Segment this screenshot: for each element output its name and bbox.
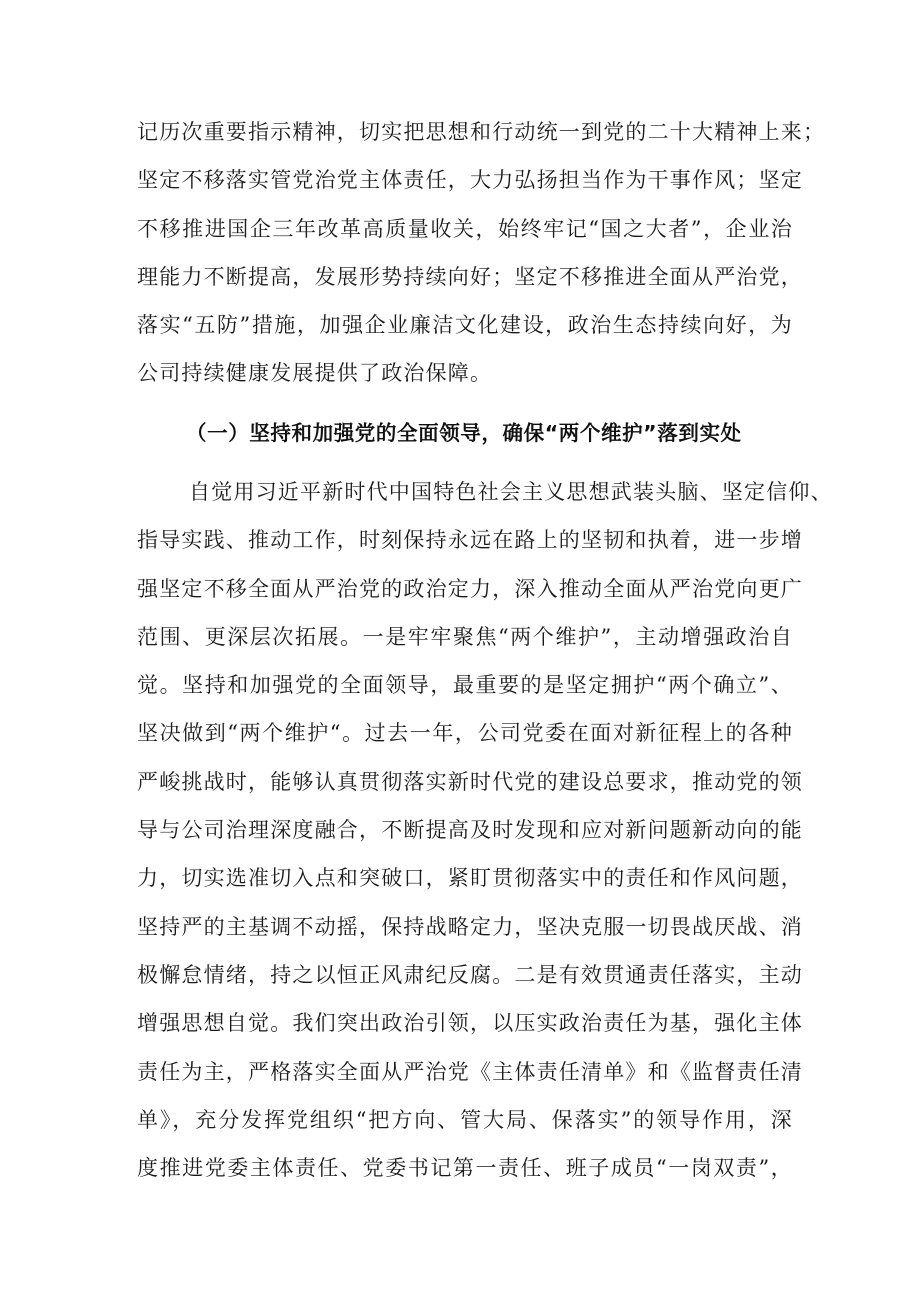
paragraph-line: 单》，充分发挥党组织“把方向、管大局、保落实”的领导作用，深 xyxy=(137,1107,793,1132)
paragraph-line: 自觉用习近平新时代中国特色社会主义思想武装头脑、坚定信仰、 xyxy=(189,480,833,504)
paragraph-line: 力，切实选准切入点和突破口，紧盯贯彻落实中的责任和作风问题， xyxy=(137,866,803,891)
paragraph-line: 公司持续健康发展提供了政治保障。 xyxy=(137,361,493,386)
body-paragraph xyxy=(137,108,826,398)
paragraph-line: 落实“五防”措施，加强企业廉洁文化建设，政治生态持续向好，为 xyxy=(137,313,793,338)
paragraph-line: 范围、更深层次拓展。一是牢牢聚焦“两个维护”，主动增强政治自 xyxy=(137,624,793,649)
paragraph-line: 度推进党委主体责任、党委书记第一责任、班子成员“一岗双责”， xyxy=(137,1156,793,1181)
paragraph-line: 极懈怠情绪，持之以恒正风肃纪反腐。二是有效贯通责任落实，主动 xyxy=(137,962,803,987)
paragraph-line: 坚决做到“两个维护“。过去一年，公司党委在面对新征程上的各种 xyxy=(137,721,793,746)
paragraph-line: 强坚定不移全面从严治党的政治定力，深入推动全面从严治党向更广 xyxy=(137,576,803,601)
paragraph-line: 坚定不移落实管党治党主体责任，大力弘扬担当作为干事作风；坚定 xyxy=(137,168,803,193)
paragraph-line: 记历次重要指示精神，切实把思想和行动统一到党的二十大精神上来； xyxy=(137,120,826,144)
section-heading: （一）坚持和加强党的全面领导，确保“两个维护”落到实处 xyxy=(186,421,742,445)
paragraph-line: 责任为主，严格落实全面从严治党《主体责任清单》和《监督责任清 xyxy=(137,1059,803,1084)
paragraph-line: 增强思想自觉。我们突出政治引领，以压实政治责任为基，强化主体 xyxy=(137,1011,803,1036)
body-paragraph xyxy=(137,468,833,1192)
paragraph-line: 不移推进国企三年改革高质量收关，始终牢记“国之大者”，企业治 xyxy=(137,216,793,241)
paragraph-line: 坚持严的主基调不动摇，保持战略定力，坚决克服一切畏战厌战、消 xyxy=(137,914,803,939)
paragraph-line: 指导实践、推动工作，时刻保持永远在路上的坚韧和执着，进一步增 xyxy=(137,528,803,553)
paragraph-line: 理能力不断提高，发展形势持续向好；坚定不移推进全面从严治党， xyxy=(137,264,803,289)
paragraph-line: 严峻挑战时，能够认真贯彻落实新时代党的建设总要求，推动党的领 xyxy=(137,769,803,794)
paragraph-line: 导与公司治理深度融合，不断提高及时发现和应对新问题新动向的能 xyxy=(137,818,803,843)
paragraph-line: 觉。坚持和加强党的全面领导，最重要的是坚定拥护“两个确立”、 xyxy=(137,673,793,698)
